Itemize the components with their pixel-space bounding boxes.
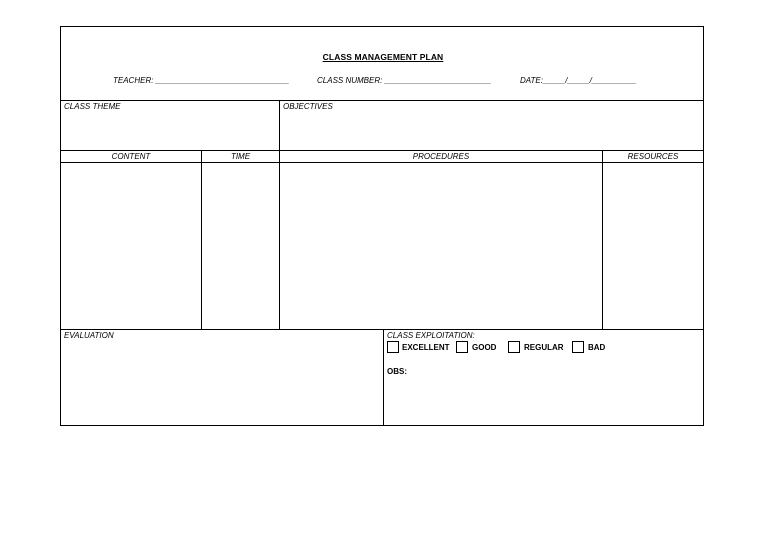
bad-checkbox[interactable] <box>572 341 584 353</box>
column-header-resources: RESOURCES <box>627 152 679 161</box>
divider-theme-objectives <box>279 100 280 329</box>
evaluation-label: EVALUATION <box>64 331 114 340</box>
class-exploitation-label: CLASS EXPLOITATION: <box>387 331 475 340</box>
good-option-label: GOOD <box>472 343 497 352</box>
divider-evaluation-exploitation <box>383 329 384 426</box>
obs-label: OBS: <box>387 367 407 376</box>
divider-procedures-resources <box>602 150 603 329</box>
column-header-procedures: PROCEDURES <box>412 152 470 161</box>
form-title: CLASS MANAGEMENT PLAN <box>322 52 444 62</box>
divider-evaluation <box>61 329 703 330</box>
divider-header <box>61 100 703 101</box>
bad-option-label: BAD <box>588 343 606 352</box>
excellent-checkbox[interactable] <box>387 341 399 353</box>
regular-option-label: REGULAR <box>524 343 564 352</box>
class-number-field[interactable]: CLASS NUMBER: ________________________ <box>317 76 492 85</box>
divider-content-time <box>201 150 202 329</box>
good-checkbox[interactable] <box>456 341 468 353</box>
class-management-form <box>60 26 704 426</box>
divider-columns <box>61 162 703 163</box>
date-field[interactable]: DATE:_____/_____/__________ <box>520 76 637 85</box>
column-header-content: CONTENT <box>111 152 151 161</box>
column-header-time: TIME <box>230 152 251 161</box>
teacher-field[interactable]: TEACHER: ______________________________ <box>113 76 290 85</box>
regular-checkbox[interactable] <box>508 341 520 353</box>
class-theme-label: CLASS THEME <box>64 102 121 111</box>
excellent-option-label: EXCELLENT <box>402 343 450 352</box>
objectives-label: OBJECTIVES <box>283 102 333 111</box>
